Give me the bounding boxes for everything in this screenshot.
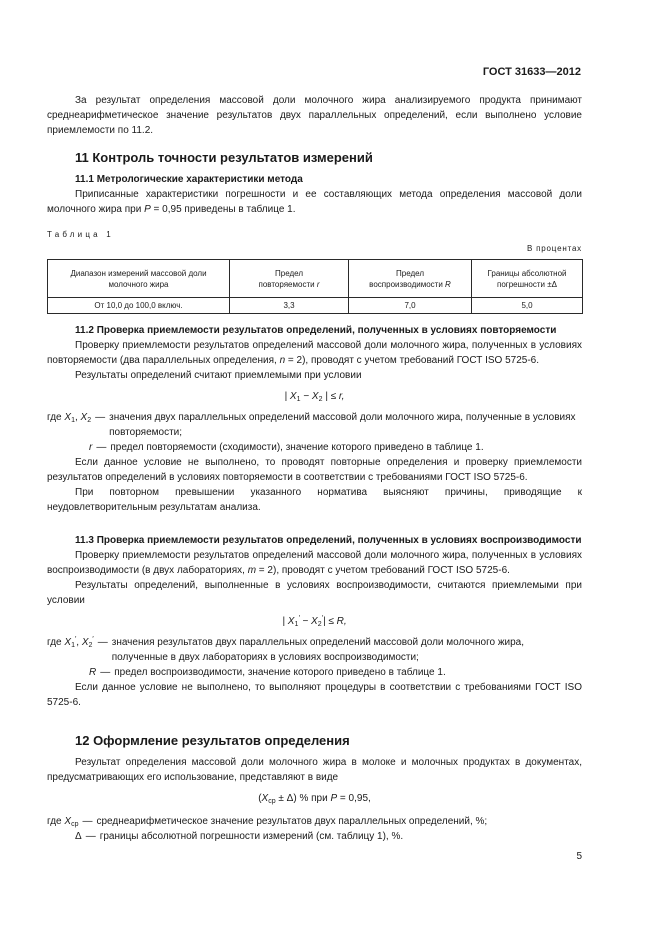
table-1 — [47, 259, 583, 314]
result-expression: $(X_{ср} \pm \Delta)$ % при P = 0,95, — [258, 793, 371, 805]
subsection-11-3: 11.3 Проверка приемлемости результатов определений, полученных в условиях воспроизводимости Проверку приемлемости результатов определений массовой доли молочного жира, полученных в условиях воспроизводимости (в двух лабораториях, m = 2), проводят с учетом требований ГОСТ ISO 5725-6. Результаты определений, выполненные в условиях воспроизводимости, считаются приемлемыми при условии | $X_1' - X_2'| \le R$, где $X_1'$, $X_2'$ — значения результатов двух параллельных определений массовой доли молочного жира, полученные в двух лабораториях в условиях воспроизводимости; R — предел воспроизводимости, значение которого приведено в таблице 1. Если данное условие не выполнено, то выполняют процедуры в соответствии с требованиями ГОСТ ISO 5725-6. — [47, 535, 582, 708]
definitions-list: где $X_1$, $X_2$ — значения двух параллельных определений массовой доли молочного жира, полученные в условиях повторяемости; r — предел повторяемости (сходимости), значение которого приведено в таблице 1. — [47, 412, 576, 453]
definitions-list: где $X_{ср}$ — среднеарифметическое значение результатов двух параллельных определений, %; Δ — границы абсолютной погрешности измерений (см. таблицу 1), %. — [47, 816, 488, 842]
reproducibility-equation: | $X_1' - X_2'| \le R$, — [282, 615, 347, 628]
repeatability-equation: | $X_1 - X_2$ | ≤ r, — [284, 391, 345, 403]
section-12-body: Результат определения массовой доли молочного жира в молоке и молочных продуктах в документах, предусматривающих его использование, представляют в виде $(X_{ср} \pm \Delta)$ % при P = 0,95, где $X_{ср}$ — среднеарифметическое значение результатов двух параллельных определений, %; Δ — границы абсолютной погрешности измерений (см. таблицу 1), %. — [47, 757, 582, 842]
definitions-list: где $X_1'$, $X_2'$ — значения результатов двух параллельных определений массовой доли молочного жира, полученные в двух лабораториях в условиях воспроизводимости; R — предел воспроизводимости, значение которого приведено в таблице 1. — [47, 636, 525, 678]
table-units: В процентах — [527, 244, 582, 253]
subsection-11-2: 11.2 Проверка приемлемости результатов определений, полученных в условиях повторяемости Проверку приемлемости результатов определений массовой доли молочного жира, полученных в условиях повторяемости (два параллельных определения, n = 2), проводят с учетом требований ГОСТ ISO 5725-6. Результаты определений считают приемлемыми при условии | $X_1 - X_2$ | ≤ r, где $X_1$, $X_2$ — значения двух параллельных определений массовой доли молочного жира, полученные в условиях повторяемости; r — предел повторяемости (сходимости), значение которого приведено в таблице 1. Если данное условие не выполнено, то проводят повторные определения и проверку приемлемости результатов определений в условиях повторяемости в соответствии с требованиями ГОСТ ISO 5725-6. При повторном превышении указанного норматива выясняют причины, приводящие к неудовлетворительным результатам анализа. — [47, 325, 582, 513]
subsection-11-1: 11.1 Метрологические характеристики метода Приписанные характеристики погрешности и ее составляющих метода определения массовой доли молочного жира при P = 0,95 приведены в таблице 1. — [47, 174, 582, 215]
table-caption: Таблица 1 — [47, 230, 114, 239]
intro-paragraph: За результат определения массовой доли молочного жира анализируемого продукта принимают среднеарифметическое значение результатов двух параллельных определений, если выполнено условие приемлемости по 11.2. — [47, 95, 582, 136]
col-header-error-bounds: Границы абсолютной погрешности ±Δ — [472, 260, 583, 298]
col-header-repeatability: Предел повторяемости r — [230, 260, 349, 298]
standard-id: ГОСТ 31633—2012 — [482, 66, 581, 78]
table-header-row — [48, 260, 583, 298]
col-header-reproducibility: Предел воспроизводимости R — [349, 260, 472, 298]
page-number: 5 — [576, 851, 582, 862]
col-header-range: Диапазон измерений массовой доли молочного жира — [48, 260, 230, 298]
section-11-heading: 11 Контроль точности результатов измерений — [75, 150, 373, 165]
section-12-heading: 12 Оформление результатов определения — [75, 733, 350, 748]
table-row: От 10,0 до 100,0 включ. 3,3 7,0 5,0 — [48, 298, 583, 314]
